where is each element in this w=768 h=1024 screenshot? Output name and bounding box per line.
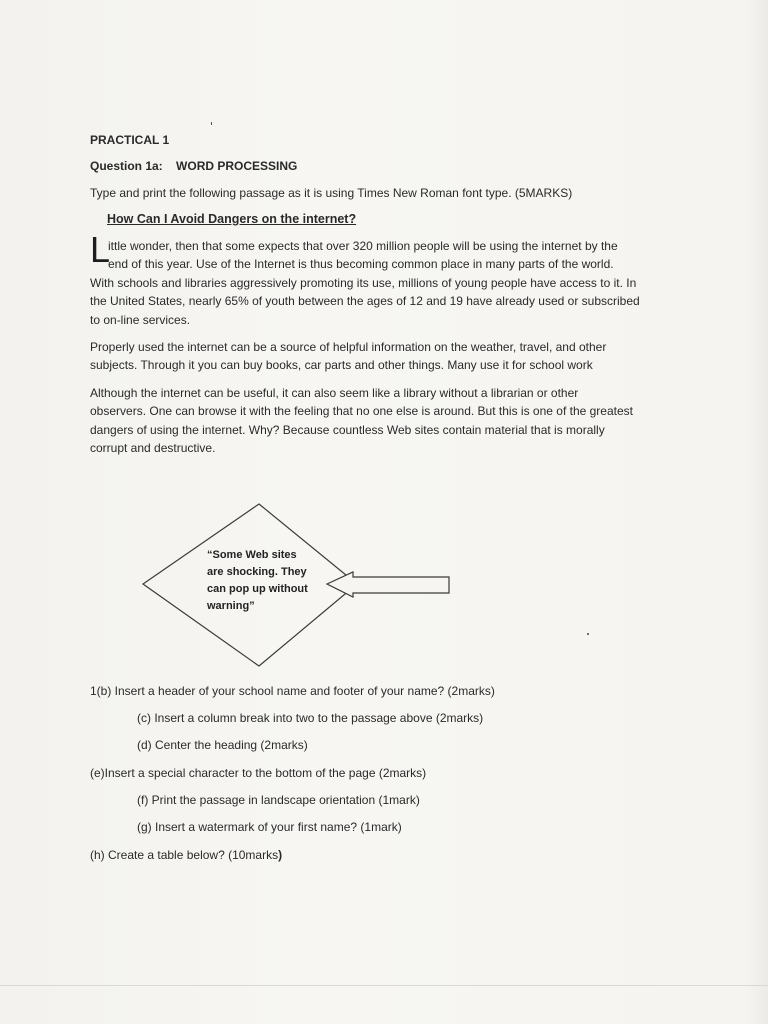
instruction-text: Type and print the following passage as it is using Times New Roman font type. (5MARKS): [90, 186, 573, 200]
paragraph-line: subjects. Through it you can buy books, car parts and other things. Many use it for school work: [90, 358, 593, 373]
paragraph-line: Although the internet can be useful, it can also seem like a library without a librarian or other: [90, 386, 579, 400]
paragraph-line: to on-line services.: [90, 312, 191, 327]
left-arrow-icon: [327, 572, 449, 597]
paragraph-3: [90, 384, 710, 458]
question-title: WORD PROCESSING: [176, 159, 298, 173]
paragraph-line: the United States, nearly 65% of youth between the ages of 12 and 19 have already used or subscribed: [90, 294, 640, 309]
task-f: (f) Print the passage in landscape orientation (1mark): [137, 793, 420, 807]
question-label: Question 1a:: [90, 159, 163, 173]
task-h-text: (h) Create a table below? (10marks: [90, 848, 279, 862]
paragraph-2: [90, 338, 710, 375]
callout-line: are shocking. They: [207, 566, 307, 578]
callout-line: “Some Web sites: [207, 549, 297, 561]
paragraph-line: dangers of using the internet. Why? Because countless Web sites contain material that is morally: [90, 422, 605, 437]
paragraph-line: With schools and libraries aggressively promoting its use, millions of young people have access to it. In: [90, 275, 637, 290]
task-c: (c) Insert a column break into two to the passage above (2marks): [137, 711, 484, 725]
callout-line: can pop up without: [207, 583, 308, 595]
paragraph-1: [90, 237, 710, 329]
speck-mark: [211, 122, 212, 125]
drop-cap: L: [90, 229, 111, 270]
question-heading: [90, 157, 297, 176]
task-b: 1(b) Insert a header of your school name and footer of your name? (2marks): [90, 684, 495, 698]
speck-mark: [587, 633, 589, 635]
task-d: (d) Center the heading (2marks): [137, 738, 308, 752]
callout-quote: [207, 547, 337, 615]
paragraph-line: ittle wonder, then that some expects that over 320 million people will be using the internet by the: [108, 239, 618, 253]
paragraph-line: end of this year. Use of the Internet is thus becoming common place in many parts of the world.: [108, 257, 614, 272]
paragraph-line: observers. One can browse it with the feeling that no one else is around. But this is one of the greatest: [90, 404, 633, 419]
task-h-paren: ): [278, 848, 283, 862]
paper-edge-shadow: [746, 0, 768, 1024]
task-h: [90, 846, 282, 865]
task-e: (e)Insert a special character to the bottom of the page (2marks): [90, 766, 427, 780]
page-fold-line: [0, 985, 768, 986]
callout-line: warning”: [207, 600, 255, 612]
passage-heading: How Can I Avoid Dangers on the internet?: [107, 212, 357, 226]
paragraph-line: corrupt and destructive.: [90, 441, 216, 456]
task-g: (g) Insert a watermark of your first name? (1mark): [137, 820, 402, 834]
practical-title: PRACTICAL 1: [90, 133, 170, 147]
paragraph-line: Properly used the internet can be a source of helpful information on the weather, travel, and other: [90, 340, 607, 354]
